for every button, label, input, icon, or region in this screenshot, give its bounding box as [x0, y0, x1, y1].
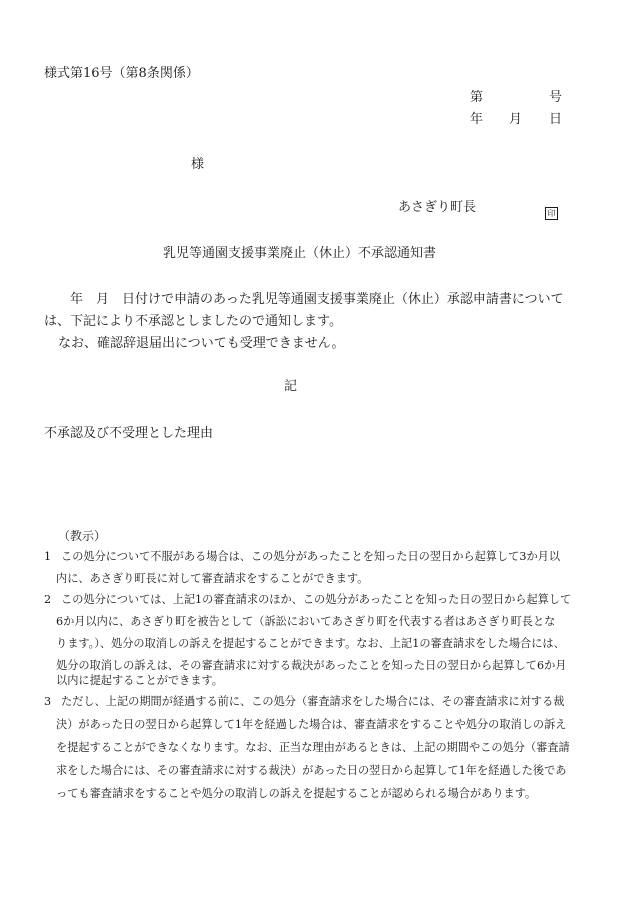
notice-item-line: ります。）、処分の取消しの訴えを提起することができます。なお、上記1の審査請求をした場合には、: [56, 637, 565, 650]
seal-mark: [545, 201, 558, 220]
seal-icon: 印: [545, 207, 558, 220]
body-line-3: なお、確認辞退届出についても受理できません。: [58, 336, 345, 351]
notice-item-line: を提起することができなくなります。なお、正当な理由があるときは、上記の期間やこの処分（審査請: [56, 741, 570, 754]
notice-item-line: 求をした場合には、その審査請求に対する裁決）があった日の翌日から起算して1年を経過した後であ: [56, 764, 567, 777]
date-month: 月: [509, 112, 523, 127]
reason-label: 不承認及び不受理とした理由: [44, 426, 214, 441]
date-day: 日: [549, 112, 563, 127]
notice-item-line: ただし、上記の期間が経過する前に、この処分（審査請求をした場合には、その審査請求に対する裁: [61, 695, 565, 708]
notice-item-number: 2: [44, 593, 52, 606]
body-line-2: は、下記により不承認としましたので通知します。: [44, 314, 342, 329]
notice-item-line: この処分について不服がある場合は、この処分があったことを知った日の翌日から起算して3か月以: [61, 550, 561, 563]
notice-item-line: 以内に提起することができます。: [56, 674, 223, 687]
form-header: 様式第16号（第8条関係）: [44, 66, 199, 81]
notice-item-line: っても審査請求をすることや処分の取消しの訴えを提起することが認められる場合があります。: [56, 787, 537, 800]
notice-item-line: この処分については、上記1の審査請求のほか、この処分があったことを知った日の翌日から起算して: [61, 593, 572, 606]
ki-heading: 記: [284, 379, 298, 394]
notice-item-line: 6か月以内に、あさぎり町を被告として（訴訟においてあさぎり町を代表する者はあさぎり町長とな: [56, 615, 556, 628]
document-title: 乳児等通園支援事業廃止（休止）不承認通知書: [163, 246, 437, 261]
issuer: あさぎり町長: [398, 200, 477, 215]
notice-item-number: 3: [44, 695, 52, 708]
addressee-suffix: 様: [191, 157, 205, 172]
notice-item-line: 内に、あさぎり町長に対して審査請求をすることができます。: [56, 572, 369, 585]
notice-item-line: 決）があった日の翌日から起算して1年を経過した場合は、審査請求をすることや処分の取消しの訴え: [56, 718, 567, 731]
body-line-1: 年 月 日付けで申請のあった乳児等通園支援事業廃止（休止）承認申請書について: [70, 292, 564, 307]
reference-number-go: 号: [549, 90, 563, 105]
date-year: 年: [470, 112, 484, 127]
notice-item-line: 処分の取消しの訴えは、その審査請求に対する裁決があったことを知った日の翌日から起算して6か月: [56, 659, 567, 672]
notice-heading: （教示）: [58, 529, 107, 543]
reference-number-dai: 第: [470, 90, 484, 105]
notice-item-number: 1: [44, 550, 52, 563]
